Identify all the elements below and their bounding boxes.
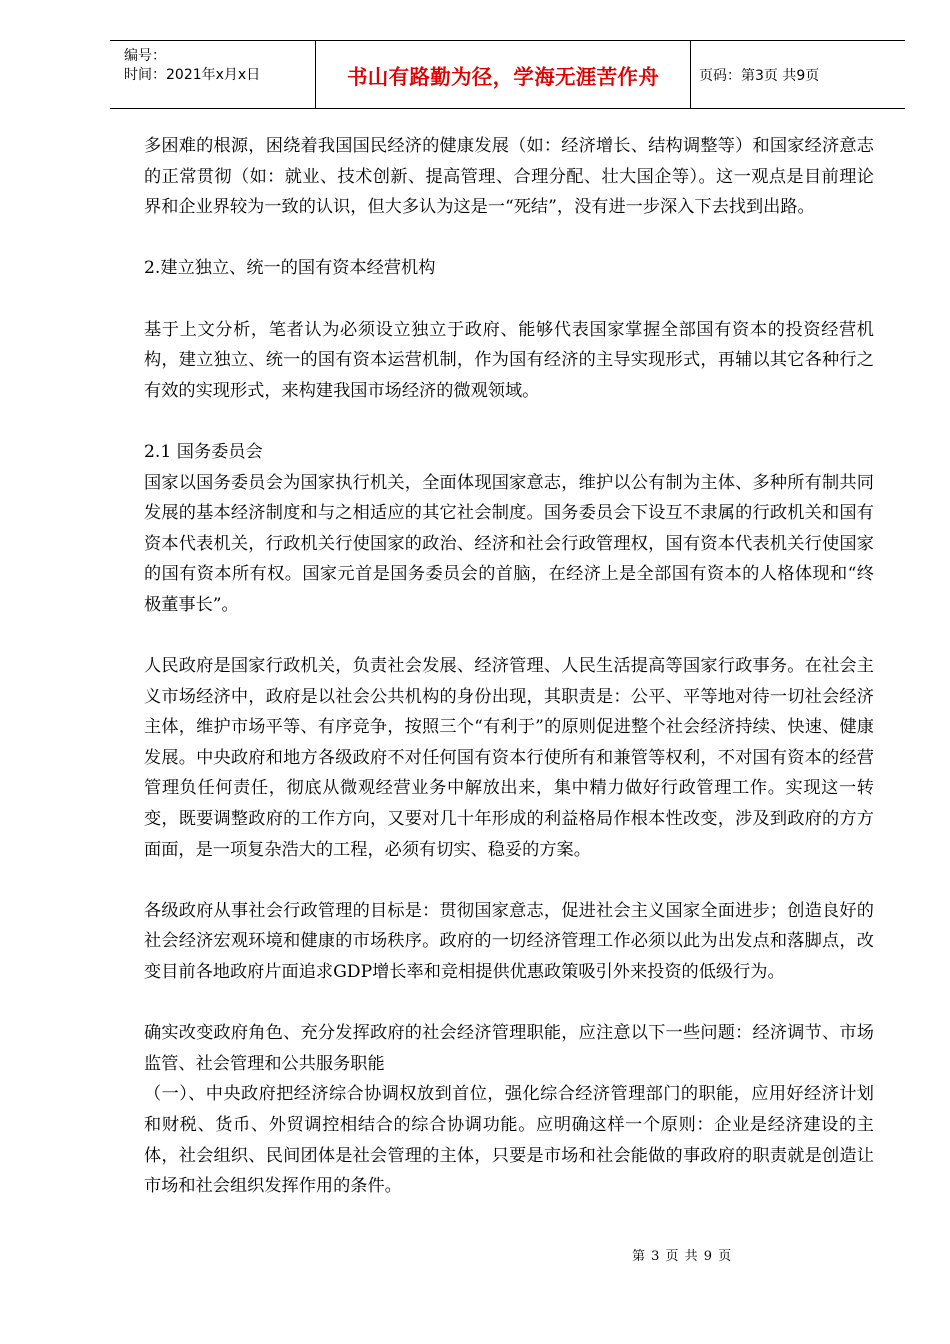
section-heading: 2.建立独立、统一的国有资本经营机构 bbox=[144, 258, 436, 279]
header-motto: 书山有路勤为径，学海无涯苦作舟 bbox=[315, 41, 691, 108]
paragraph: （一）、中央政府把经济综合协调权放到首位，强化综合经济管理部门的职能，应用好经济计划和财税、货币、外贸调控相结合的综合协调功能。应明确这样一个原则：企业是经济建设的主体，社会组织、民间团体是社会管理的主体，只要是市场和社会能做的事政府的职责就是创造让市场和社会组织发挥作用的条件。 bbox=[144, 1084, 874, 1197]
document-body bbox=[144, 131, 874, 1202]
number-label: 编号： bbox=[124, 48, 166, 64]
paragraph: 确实改变政府角色、充分发挥政府的社会经济管理职能，应注意以下一些问题：经济调节、市场监管、社会管理和公共服务职能 bbox=[144, 1023, 874, 1074]
page-header bbox=[110, 40, 905, 109]
header-meta bbox=[110, 41, 315, 108]
subsection-heading: 2.1 国务委员会 bbox=[144, 441, 263, 462]
paragraph: 人民政府是国家行政机关，负责社会发展、经济管理、人民生活提高等国家行政事务。在社会主义市场经济中，政府是以社会公共机构的身份出现，其职责是：公平、平等地对待一切社会经济主体，维护市场平等、有序竞争，按照三个“有利于”的原则促进整个社会经济持续、快速、健康发展。中央政府和地方各级政府不对任何国有资本行使所有和兼管等权利，不对国有资本的经营管理负任何责任，彻底从微观经营业务中解放出来，集中精力做好行政管理工作。实现这一转变，既要调整政府的工作方向，又要对几十年形成的利益格局作根本性改变，涉及到政府的方方面面，是一项复杂浩大的工程，必须有切实、稳妥的方案。 bbox=[144, 656, 874, 860]
paragraph: 多困难的根源，困绕着我国国民经济的健康发展（如：经济增长、结构调整等）和国家经济意志的正常贯彻（如：就业、技术创新、提高管理、合理分配、壮大国企等）。这一观点是目前理论界和企业界较为一致的认识，但大多认为这是一“死结”，没有进一步深入下去找到出路。 bbox=[144, 136, 874, 218]
paragraph: 基于上文分析，笔者认为必须设立独立于政府、能够代表国家掌握全部国有资本的投资经营机构，建立独立、统一的国有资本运营机制，作为国有经济的主导实现形式，再辅以其它各种行之有效的实现形式，来构建我国市场经济的微观领域。 bbox=[144, 319, 874, 401]
header-page-label: 页码：第3页 共9页 bbox=[699, 67, 820, 84]
paragraph: 各级政府从事社会行政管理的目标是：贯彻国家意志，促进社会主义国家全面进步；创造良好的社会经济宏观环境和健康的市场秩序。政府的一切经济管理工作必须以此为出发点和落脚点，改变目前各地政府片面追求GDP增长率和竞相提供优惠政策吸引外来投资的低级行为。 bbox=[144, 900, 874, 983]
time-label: 时间：2021年x月x日 bbox=[124, 67, 261, 83]
paragraph: 国家以国务委员会为国家执行机关，全面体现国家意志，维护以公有制为主体、多种所有制共同发展的基本经济制度和与之相适应的其它社会制度。国务委员会下设互不隶属的行政机关和国有资本代表机关，行政机关行使国家的政治、经济和社会行政管理权，国有资本代表机关行使国家的国有资本所有权。国家元首是国务委员会的首脑，在经济上是全部国有资本的人格体现和“终极董事长”。 bbox=[144, 472, 874, 615]
page-footer: 第 3 页 共 9 页 bbox=[632, 1249, 733, 1264]
